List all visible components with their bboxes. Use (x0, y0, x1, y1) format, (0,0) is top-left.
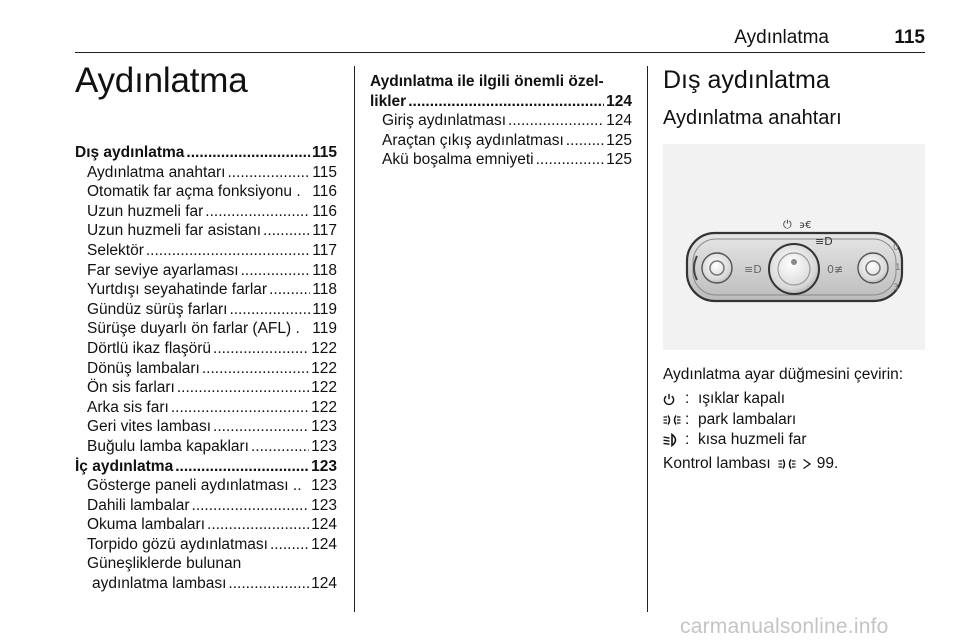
toc-label: Okuma lambaları (87, 516, 206, 534)
toc-leader (269, 280, 310, 300)
toc-entry[interactable] (75, 280, 337, 300)
toc-label: Ön sis farları (87, 379, 175, 397)
toc-leader (229, 300, 310, 320)
toc-page: 116 (312, 183, 337, 201)
running-header (75, 22, 925, 53)
legend-row-parking (663, 410, 807, 431)
svg-text:϶€: ϶€ (799, 220, 812, 231)
legend-row-low-beam (663, 430, 807, 451)
toc-page: 123 (311, 457, 337, 475)
legend-colon: : (685, 410, 690, 428)
svg-text:0: 0 (893, 243, 899, 253)
toc-label: likler (370, 92, 407, 110)
toc-label: Dış aydınlatma (75, 144, 185, 161)
toc-left (75, 143, 337, 594)
toc-page: 123 (311, 477, 337, 495)
legend-colon: : (685, 431, 690, 448)
switch-position-legend (663, 389, 807, 451)
toc-page: 118 (312, 261, 337, 279)
toc-label: Aydınlatma anahtarı (87, 163, 226, 181)
toc-page: 117 (312, 222, 337, 240)
toc-label: Sürüşe duyarlı ön farlar (AFL) . (87, 320, 300, 338)
column-divider-1 (354, 66, 355, 612)
toc-entry[interactable] (75, 417, 337, 437)
parking-lamp-icon (775, 458, 799, 470)
toc-label: Dönüş lambaları (87, 359, 200, 377)
toc-label: Selektör (87, 241, 144, 259)
legend-row-off (663, 389, 807, 410)
toc-label: Dörtlü ikaz flaşörü (87, 339, 212, 357)
toc-page: 122 (311, 379, 337, 397)
toc-entry[interactable] (75, 221, 337, 241)
toc-page: 122 (311, 398, 337, 416)
svg-text:≡D: ≡D (744, 263, 762, 276)
toc-label: Uzun huzmeli far asistanı (87, 222, 262, 240)
toc-label: Güneşliklerde bulunan (87, 555, 242, 573)
light-switch-illustration (663, 144, 925, 350)
toc-entry[interactable] (75, 437, 337, 457)
toc-leader (186, 143, 310, 163)
toc-leader (202, 359, 309, 379)
toc-entry[interactable] (75, 359, 337, 379)
toc-label: Far seviye ayarlaması (87, 261, 239, 279)
toc-middle (370, 72, 632, 170)
toc-entry[interactable] (75, 300, 337, 320)
toc-page: 117 (312, 241, 337, 259)
legend-text: ışıklar kapalı (698, 390, 786, 407)
chapter-title: Aydınlatma (75, 61, 248, 100)
toc-page: 123 (311, 496, 337, 514)
toc-leader (175, 457, 309, 477)
toc-label: Yurtdışı seyahatinde farlar (87, 281, 268, 299)
toc-page: 124 (311, 516, 337, 534)
instruction-text: Aydınlatma ayar düğmesini çevirin: (663, 366, 904, 383)
toc-leader (171, 398, 309, 418)
toc-page: 124 (311, 575, 337, 593)
toc-page: 122 (311, 359, 337, 377)
toc-leader (192, 496, 310, 516)
toc-entry[interactable] (75, 515, 337, 535)
svg-text:1: 1 (895, 263, 901, 273)
toc-label: Torpido gözü aydınlatması (87, 535, 268, 553)
toc-entry[interactable] (75, 496, 337, 516)
toc-entry[interactable] (370, 131, 632, 151)
indicator-note-text: Kontrol lambası (663, 455, 771, 472)
toc-leader (536, 150, 605, 170)
toc-label: Buğulu lamba kapakları (87, 437, 249, 455)
light-switch-panel-graphic (663, 144, 925, 350)
watermark: carmanualsonline.info (680, 615, 889, 638)
toc-leader (227, 163, 310, 183)
toc-page: 125 (606, 151, 632, 169)
toc-leader (205, 202, 310, 222)
toc-entry[interactable] (75, 574, 337, 594)
column-divider-2 (647, 66, 648, 612)
toc-label: Uzun huzmeli far (87, 202, 204, 220)
toc-page: 124 (311, 535, 337, 553)
toc-label: Gündüz sürüş farları (87, 300, 228, 318)
toc-entry[interactable] (75, 457, 337, 477)
toc-leader (263, 221, 310, 241)
toc-entry[interactable] (75, 476, 337, 496)
section-title: Dış aydınlatma (663, 66, 830, 94)
toc-page: 125 (606, 131, 632, 149)
toc-entry[interactable] (75, 163, 337, 183)
toc-leader (228, 574, 309, 594)
subsection-title: Aydınlatma anahtarı (663, 107, 842, 129)
toc-entry[interactable] (75, 378, 337, 398)
toc-entry[interactable] (370, 150, 632, 170)
toc-entry[interactable] (75, 261, 337, 281)
indicator-note (663, 454, 838, 474)
toc-entry[interactable] (75, 241, 337, 261)
toc-page: 123 (311, 437, 337, 455)
toc-entry[interactable] (75, 535, 337, 555)
toc-leader (408, 92, 604, 112)
toc-page: 122 (311, 339, 337, 357)
toc-entry[interactable] (370, 111, 632, 131)
toc-page: 115 (311, 144, 337, 161)
toc-leader (508, 111, 604, 131)
toc-page: 118 (312, 281, 337, 299)
header-section-title: Aydınlatma (734, 27, 829, 48)
toc-entry[interactable] (75, 339, 337, 359)
toc-leader (241, 261, 311, 281)
toc-leader (207, 515, 309, 535)
toc-page: 124 (606, 112, 632, 130)
toc-page: 119 (312, 320, 337, 338)
page-reference[interactable]: 99. (816, 455, 839, 472)
low-beam-icon (663, 433, 685, 447)
toc-entry[interactable] (370, 92, 632, 112)
toc-entry[interactable] (75, 319, 337, 339)
toc-leader (213, 339, 309, 359)
toc-leader (251, 437, 309, 457)
toc-leader (566, 131, 604, 151)
svg-text:⏻: ⏻ (783, 218, 792, 231)
toc-entry[interactable] (75, 202, 337, 222)
power-icon (663, 393, 685, 406)
toc-label: İç aydınlatma (75, 457, 174, 475)
parking-lamp-icon (663, 414, 685, 426)
toc-leader (177, 378, 309, 398)
legend-text: kısa huzmeli far (698, 431, 807, 448)
svg-text:0≢: 0≢ (827, 263, 844, 276)
legend-text: park lambaları (698, 410, 797, 428)
svg-text:3: 3 (893, 283, 899, 293)
toc-page: 119 (312, 300, 337, 318)
toc-mid-heading-line1: Aydınlatma ile ilgili önemli özel- (370, 73, 604, 90)
toc-label: aydınlatma lambası (92, 575, 227, 593)
toc-entry[interactable] (75, 182, 337, 202)
toc-label: Araçtan çıkış aydınlatması (382, 131, 564, 149)
header-page-number: 115 (894, 27, 925, 48)
toc-label: Akü boşalma emniyeti (382, 151, 534, 169)
toc-leader (270, 535, 309, 555)
toc-leader (213, 417, 309, 437)
toc-page: 124 (606, 92, 632, 110)
toc-entry[interactable] (75, 143, 337, 163)
toc-page: 116 (312, 202, 337, 220)
toc-leader (146, 241, 310, 261)
toc-label: Otomatik far açma fonksiyonu . (87, 183, 301, 201)
svg-text:≡D: ≡D (815, 235, 833, 248)
page-reference-icon[interactable] (799, 458, 815, 470)
legend-colon: : (685, 390, 690, 407)
toc-label: Arka sis farı (87, 398, 169, 416)
toc-entry[interactable] (75, 554, 337, 574)
toc-page: 115 (312, 163, 337, 181)
toc-entry[interactable] (75, 398, 337, 418)
toc-page: 123 (311, 418, 337, 436)
toc-label: Geri vites lambası (87, 418, 212, 436)
toc-label: Gösterge paneli aydınlatması .. (87, 477, 302, 495)
toc-label: Giriş aydınlatması (382, 112, 507, 130)
toc-label: Dahili lambalar (87, 496, 190, 514)
